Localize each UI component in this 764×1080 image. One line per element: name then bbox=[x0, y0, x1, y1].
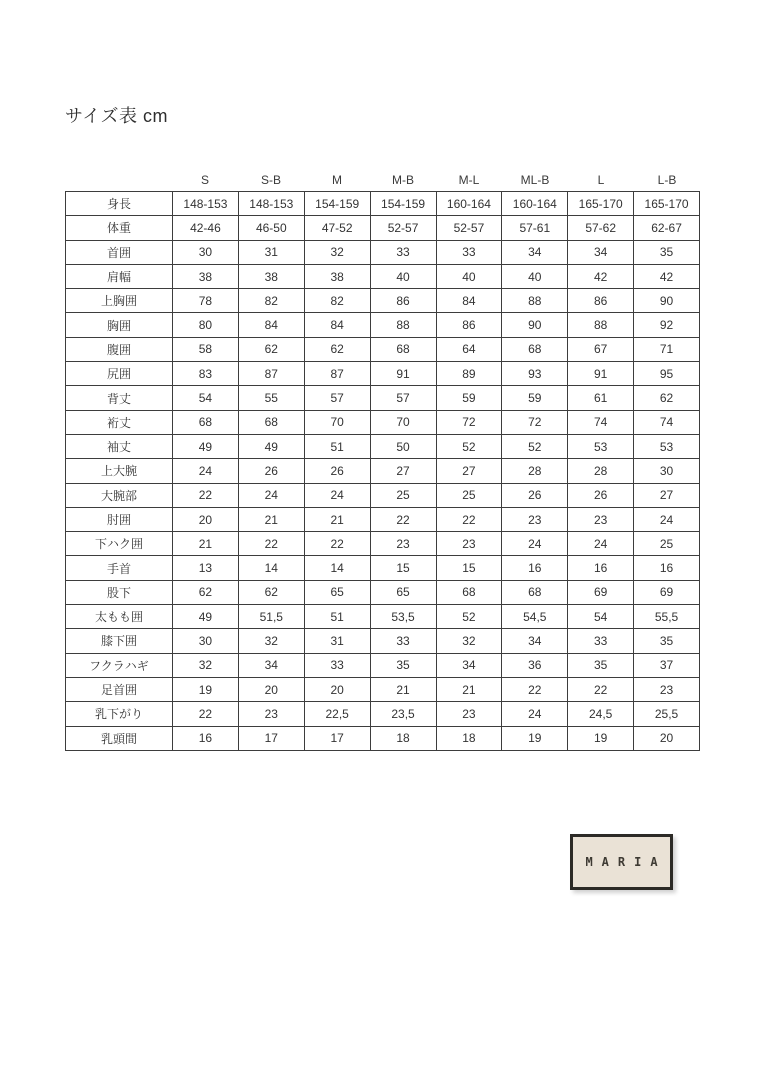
size-value-cell: 32 bbox=[436, 629, 502, 653]
table-row bbox=[66, 386, 700, 410]
size-value-cell: 72 bbox=[436, 410, 502, 434]
row-label: 体重 bbox=[66, 216, 173, 240]
size-value-cell: 42 bbox=[634, 264, 700, 288]
size-value-cell: 84 bbox=[238, 313, 304, 337]
size-value-cell: 52 bbox=[436, 434, 502, 458]
size-value-cell: 23 bbox=[238, 702, 304, 726]
size-value-cell: 55 bbox=[238, 386, 304, 410]
size-value-cell: 53,5 bbox=[370, 605, 436, 629]
size-value-cell: 165-170 bbox=[634, 192, 700, 216]
size-value-cell: 54 bbox=[568, 605, 634, 629]
size-value-cell: 17 bbox=[238, 726, 304, 750]
size-value-cell: 154-159 bbox=[370, 192, 436, 216]
size-value-cell: 80 bbox=[173, 313, 239, 337]
size-value-cell: 68 bbox=[502, 580, 568, 604]
size-value-cell: 49 bbox=[173, 434, 239, 458]
size-value-cell: 40 bbox=[370, 264, 436, 288]
size-value-cell: 19 bbox=[568, 726, 634, 750]
size-value-cell: 25 bbox=[370, 483, 436, 507]
size-value-cell: 95 bbox=[634, 362, 700, 386]
column-header: S bbox=[200, 172, 209, 187]
size-value-cell: 148-153 bbox=[173, 192, 239, 216]
size-value-cell: 68 bbox=[173, 410, 239, 434]
size-value-cell: 40 bbox=[436, 264, 502, 288]
size-value-cell: 20 bbox=[304, 677, 370, 701]
size-value-cell: 49 bbox=[238, 434, 304, 458]
size-value-cell: 62 bbox=[238, 580, 304, 604]
size-value-cell: 154-159 bbox=[304, 192, 370, 216]
size-value-cell: 34 bbox=[502, 240, 568, 264]
size-value-cell: 24 bbox=[304, 483, 370, 507]
size-value-cell: 62-67 bbox=[634, 216, 700, 240]
size-value-cell: 68 bbox=[370, 337, 436, 361]
size-value-cell: 42-46 bbox=[173, 216, 239, 240]
size-value-cell: 21 bbox=[304, 507, 370, 531]
size-value-cell: 89 bbox=[436, 362, 502, 386]
size-value-cell: 22 bbox=[304, 532, 370, 556]
table-row bbox=[66, 434, 700, 458]
size-value-cell: 23 bbox=[502, 507, 568, 531]
size-value-cell: 53 bbox=[568, 434, 634, 458]
size-value-cell: 74 bbox=[634, 410, 700, 434]
size-value-cell: 32 bbox=[304, 240, 370, 264]
size-value-cell: 22 bbox=[502, 677, 568, 701]
size-value-cell: 20 bbox=[173, 507, 239, 531]
size-value-cell: 33 bbox=[370, 240, 436, 264]
table-row bbox=[66, 653, 700, 677]
size-value-cell: 38 bbox=[238, 264, 304, 288]
size-value-cell: 13 bbox=[173, 556, 239, 580]
size-value-cell: 88 bbox=[502, 289, 568, 313]
size-value-cell: 38 bbox=[173, 264, 239, 288]
table-row bbox=[66, 362, 700, 386]
row-label: 乳頭間 bbox=[66, 726, 173, 750]
size-value-cell: 35 bbox=[568, 653, 634, 677]
size-value-cell: 33 bbox=[436, 240, 502, 264]
size-value-cell: 51 bbox=[304, 434, 370, 458]
size-value-cell: 21 bbox=[238, 507, 304, 531]
size-value-cell: 34 bbox=[436, 653, 502, 677]
size-value-cell: 18 bbox=[370, 726, 436, 750]
size-value-cell: 52-57 bbox=[436, 216, 502, 240]
size-value-cell: 23 bbox=[436, 532, 502, 556]
table-row bbox=[66, 264, 700, 288]
size-value-cell: 57-61 bbox=[502, 216, 568, 240]
size-value-cell: 46-50 bbox=[238, 216, 304, 240]
row-label: 上大腕 bbox=[66, 459, 173, 483]
size-value-cell: 31 bbox=[304, 629, 370, 653]
size-value-cell: 59 bbox=[502, 386, 568, 410]
row-label: 太もも囲 bbox=[66, 605, 173, 629]
size-value-cell: 22 bbox=[568, 677, 634, 701]
size-value-cell: 47-52 bbox=[304, 216, 370, 240]
size-value-cell: 62 bbox=[173, 580, 239, 604]
size-value-cell: 22 bbox=[238, 532, 304, 556]
table-row bbox=[66, 629, 700, 653]
size-value-cell: 65 bbox=[370, 580, 436, 604]
size-value-cell: 30 bbox=[173, 240, 239, 264]
size-value-cell: 23 bbox=[634, 677, 700, 701]
size-value-cell: 90 bbox=[502, 313, 568, 337]
size-value-cell: 71 bbox=[634, 337, 700, 361]
size-value-cell: 26 bbox=[568, 483, 634, 507]
size-value-cell: 28 bbox=[502, 459, 568, 483]
size-value-cell: 65 bbox=[304, 580, 370, 604]
size-value-cell: 37 bbox=[634, 653, 700, 677]
size-value-cell: 30 bbox=[173, 629, 239, 653]
table-row bbox=[66, 677, 700, 701]
size-value-cell: 70 bbox=[304, 410, 370, 434]
size-value-cell: 52 bbox=[436, 605, 502, 629]
row-label: 裄丈 bbox=[66, 410, 173, 434]
size-value-cell: 93 bbox=[502, 362, 568, 386]
column-header: L-B bbox=[657, 172, 677, 187]
size-value-cell: 35 bbox=[634, 629, 700, 653]
size-value-cell: 67 bbox=[568, 337, 634, 361]
table-row bbox=[66, 580, 700, 604]
row-label: 背丈 bbox=[66, 386, 173, 410]
size-value-cell: 20 bbox=[634, 726, 700, 750]
brand-logo-text: MARIA bbox=[585, 855, 667, 869]
size-value-cell: 68 bbox=[238, 410, 304, 434]
page-title: サイズ表 cm bbox=[65, 106, 169, 126]
size-value-cell: 17 bbox=[304, 726, 370, 750]
size-value-cell: 165-170 bbox=[568, 192, 634, 216]
size-value-cell: 22,5 bbox=[304, 702, 370, 726]
size-value-cell: 21 bbox=[436, 677, 502, 701]
size-value-cell: 24 bbox=[502, 532, 568, 556]
size-value-cell: 82 bbox=[238, 289, 304, 313]
size-value-cell: 15 bbox=[370, 556, 436, 580]
size-value-cell: 49 bbox=[173, 605, 239, 629]
size-value-cell: 88 bbox=[568, 313, 634, 337]
column-header-row bbox=[65, 168, 700, 191]
size-value-cell: 25 bbox=[436, 483, 502, 507]
size-value-cell: 26 bbox=[238, 459, 304, 483]
brand-logo bbox=[570, 834, 673, 890]
size-value-cell: 84 bbox=[304, 313, 370, 337]
size-value-cell: 16 bbox=[568, 556, 634, 580]
row-label: 胸囲 bbox=[66, 313, 173, 337]
row-label: 尻囲 bbox=[66, 362, 173, 386]
size-value-cell: 14 bbox=[238, 556, 304, 580]
size-value-cell: 27 bbox=[370, 459, 436, 483]
size-value-cell: 78 bbox=[173, 289, 239, 313]
size-value-cell: 24 bbox=[568, 532, 634, 556]
size-value-cell: 58 bbox=[173, 337, 239, 361]
row-label: 足首囲 bbox=[66, 677, 173, 701]
size-value-cell: 15 bbox=[436, 556, 502, 580]
column-header: M bbox=[332, 172, 342, 187]
size-value-cell: 16 bbox=[173, 726, 239, 750]
table-row bbox=[66, 216, 700, 240]
size-value-cell: 23 bbox=[568, 507, 634, 531]
table-row bbox=[66, 507, 700, 531]
row-label: 膝下囲 bbox=[66, 629, 173, 653]
size-value-cell: 57 bbox=[370, 386, 436, 410]
size-value-cell: 69 bbox=[568, 580, 634, 604]
table-row bbox=[66, 726, 700, 750]
size-value-cell: 23 bbox=[436, 702, 502, 726]
column-header: S-B bbox=[260, 172, 281, 187]
table-row bbox=[66, 410, 700, 434]
size-value-cell: 50 bbox=[370, 434, 436, 458]
size-value-cell: 24 bbox=[173, 459, 239, 483]
size-value-cell: 88 bbox=[370, 313, 436, 337]
size-value-cell: 62 bbox=[238, 337, 304, 361]
size-value-cell: 33 bbox=[304, 653, 370, 677]
row-label: 股下 bbox=[66, 580, 173, 604]
row-label: 肩幅 bbox=[66, 264, 173, 288]
row-label: 肘囲 bbox=[66, 507, 173, 531]
size-value-cell: 21 bbox=[370, 677, 436, 701]
size-value-cell: 59 bbox=[436, 386, 502, 410]
table-row bbox=[66, 702, 700, 726]
row-label: 腹囲 bbox=[66, 337, 173, 361]
size-value-cell: 57 bbox=[304, 386, 370, 410]
size-value-cell: 40 bbox=[502, 264, 568, 288]
size-value-cell: 62 bbox=[634, 386, 700, 410]
size-value-cell: 52 bbox=[502, 434, 568, 458]
size-value-cell: 32 bbox=[173, 653, 239, 677]
size-value-cell: 74 bbox=[568, 410, 634, 434]
row-label: 袖丈 bbox=[66, 434, 173, 458]
size-value-cell: 25 bbox=[634, 532, 700, 556]
table-row bbox=[66, 532, 700, 556]
size-value-cell: 64 bbox=[436, 337, 502, 361]
size-value-cell: 92 bbox=[634, 313, 700, 337]
row-label: 下ハク囲 bbox=[66, 532, 173, 556]
size-value-cell: 90 bbox=[634, 289, 700, 313]
size-value-cell: 54,5 bbox=[502, 605, 568, 629]
size-value-cell: 84 bbox=[436, 289, 502, 313]
size-value-cell: 33 bbox=[370, 629, 436, 653]
size-value-cell: 30 bbox=[634, 459, 700, 483]
table-row bbox=[66, 459, 700, 483]
size-value-cell: 24 bbox=[634, 507, 700, 531]
size-table-area bbox=[65, 168, 700, 751]
size-value-cell: 55,5 bbox=[634, 605, 700, 629]
size-value-cell: 23 bbox=[370, 532, 436, 556]
size-value-cell: 19 bbox=[502, 726, 568, 750]
size-value-cell: 70 bbox=[370, 410, 436, 434]
size-value-cell: 24 bbox=[238, 483, 304, 507]
table-row bbox=[66, 289, 700, 313]
size-value-cell: 68 bbox=[502, 337, 568, 361]
size-value-cell: 16 bbox=[502, 556, 568, 580]
size-table bbox=[65, 191, 700, 751]
size-value-cell: 26 bbox=[502, 483, 568, 507]
size-value-cell: 83 bbox=[173, 362, 239, 386]
size-value-cell: 20 bbox=[238, 677, 304, 701]
size-value-cell: 35 bbox=[370, 653, 436, 677]
size-value-cell: 148-153 bbox=[238, 192, 304, 216]
size-value-cell: 87 bbox=[238, 362, 304, 386]
size-value-cell: 42 bbox=[568, 264, 634, 288]
row-label: 大腕部 bbox=[66, 483, 173, 507]
column-header: M-L bbox=[458, 172, 480, 187]
size-value-cell: 19 bbox=[173, 677, 239, 701]
size-value-cell: 24 bbox=[502, 702, 568, 726]
size-value-cell: 27 bbox=[436, 459, 502, 483]
row-label: 乳下がり bbox=[66, 702, 173, 726]
table-row bbox=[66, 483, 700, 507]
size-value-cell: 91 bbox=[568, 362, 634, 386]
size-value-cell: 86 bbox=[436, 313, 502, 337]
table-row bbox=[66, 556, 700, 580]
size-value-cell: 34 bbox=[502, 629, 568, 653]
size-value-cell: 18 bbox=[436, 726, 502, 750]
size-value-cell: 14 bbox=[304, 556, 370, 580]
size-value-cell: 24,5 bbox=[568, 702, 634, 726]
table-row bbox=[66, 192, 700, 216]
size-value-cell: 38 bbox=[304, 264, 370, 288]
size-value-cell: 26 bbox=[304, 459, 370, 483]
size-value-cell: 51 bbox=[304, 605, 370, 629]
size-value-cell: 82 bbox=[304, 289, 370, 313]
size-value-cell: 87 bbox=[304, 362, 370, 386]
size-value-cell: 53 bbox=[634, 434, 700, 458]
size-value-cell: 52-57 bbox=[370, 216, 436, 240]
size-value-cell: 69 bbox=[634, 580, 700, 604]
size-value-cell: 68 bbox=[436, 580, 502, 604]
size-value-cell: 54 bbox=[173, 386, 239, 410]
row-label: 首囲 bbox=[66, 240, 173, 264]
size-value-cell: 86 bbox=[568, 289, 634, 313]
size-value-cell: 35 bbox=[634, 240, 700, 264]
table-row bbox=[66, 337, 700, 361]
size-value-cell: 51,5 bbox=[238, 605, 304, 629]
size-value-cell: 23,5 bbox=[370, 702, 436, 726]
column-header: L bbox=[597, 172, 605, 187]
size-value-cell: 16 bbox=[634, 556, 700, 580]
row-label: 身長 bbox=[66, 192, 173, 216]
size-value-cell: 28 bbox=[568, 459, 634, 483]
size-value-cell: 160-164 bbox=[436, 192, 502, 216]
column-header: ML-B bbox=[520, 172, 550, 187]
size-value-cell: 62 bbox=[304, 337, 370, 361]
size-value-cell: 27 bbox=[634, 483, 700, 507]
size-table-body bbox=[66, 192, 700, 751]
size-value-cell: 91 bbox=[370, 362, 436, 386]
size-value-cell: 72 bbox=[502, 410, 568, 434]
size-value-cell: 86 bbox=[370, 289, 436, 313]
size-value-cell: 36 bbox=[502, 653, 568, 677]
size-value-cell: 22 bbox=[436, 507, 502, 531]
table-row bbox=[66, 313, 700, 337]
row-label: フクラハギ bbox=[66, 653, 173, 677]
size-value-cell: 32 bbox=[238, 629, 304, 653]
size-value-cell: 34 bbox=[568, 240, 634, 264]
row-label: 手首 bbox=[66, 556, 173, 580]
size-value-cell: 22 bbox=[370, 507, 436, 531]
size-value-cell: 57-62 bbox=[568, 216, 634, 240]
size-value-cell: 25,5 bbox=[634, 702, 700, 726]
column-header: M-B bbox=[392, 172, 414, 187]
table-row bbox=[66, 605, 700, 629]
size-value-cell: 22 bbox=[173, 702, 239, 726]
size-value-cell: 160-164 bbox=[502, 192, 568, 216]
size-value-cell: 21 bbox=[173, 532, 239, 556]
size-value-cell: 34 bbox=[238, 653, 304, 677]
row-label: 上胸囲 bbox=[66, 289, 173, 313]
size-value-cell: 31 bbox=[238, 240, 304, 264]
size-value-cell: 22 bbox=[173, 483, 239, 507]
size-value-cell: 33 bbox=[568, 629, 634, 653]
size-value-cell: 61 bbox=[568, 386, 634, 410]
table-row bbox=[66, 240, 700, 264]
